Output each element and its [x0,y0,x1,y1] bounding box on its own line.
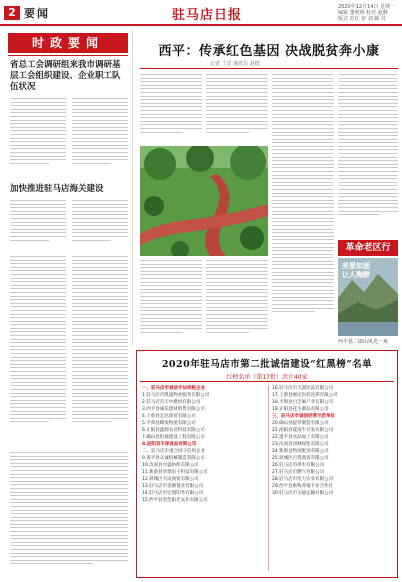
sidebar-photo-caption: 西平县二郎山风光一角 [338,339,389,345]
lead-text-2 [206,74,268,144]
left-column-text [10,256,66,446]
left-column-bottom [10,452,128,576]
article1-body [10,98,66,178]
honor-list-title[interactable]: 2020年驻马店市第二批诚信建设“红黑榜”名单 [161,359,373,370]
issue-info: 2020年12月14日 星期一 编辑 董明明 校对 赵静 版式 范红 审 刘 邮 付 [338,4,396,22]
lead-text-5 [140,260,202,346]
sidebar-photo [338,258,398,336]
lead-story-title[interactable]: 西平：传承红色基因 决战脱贫奔小康 [158,44,380,59]
column-banner: 时政要闻 [8,33,128,53]
lead-text-3 [272,74,334,344]
article2-body-col2 [72,200,128,250]
honor-list-rule [140,381,394,382]
lead-story-byline: 记者 丁洋 通讯员 赵德 [210,61,260,67]
article2-title[interactable]: 加快推进驻马店海关建设 [10,184,104,194]
lead-text-4 [338,74,398,234]
lead-text-1 [140,74,202,144]
page-header [0,0,402,26]
lead-photo [140,146,268,256]
sidebar-kicker: 革命老区行 [338,240,398,256]
lead-title-rule [140,68,398,69]
column-divider [132,30,133,346]
honor-list-divider [268,385,269,571]
masthead-logo: 驻马店日报 [172,8,243,23]
sidebar-caption: 美景如画 让人陶醉 [342,262,370,279]
section-name: 要闻 [24,7,50,20]
left-column-text-col2 [72,256,128,446]
lead-text-6 [206,260,268,346]
article1-title[interactable]: 省总工会调研组来我市调研基层工会组织建设、企业职工队伍状况 [10,60,121,92]
banner-divider [8,55,128,56]
article1-body-col2 [72,98,128,178]
honor-list-right: 16.驻马店市天润饮品有限公司 17.上蔡县惠民医药连锁有限公司 18.平舆县白芝麻产业有限公司 19.正阳县花生制品有限公司 三、驻马店市诚信经营示范单位 20.确山县提琴制造有限公司 21.泌阳县夏南牛开发有限公司 22.遂平县食品加工有限公司 23.汝南县园林绿化有限公司 24.新蔡县物流配送有限公司 25.驿城区百货商贸有限公司 26.驻马店市供水有限公司 27.驻马店市燃气有限公司 28.驻马店市电力实业有限公司 29.西平县畜牧养殖专业合作社 30.驻马店市交通运输有限公司 [272,386,338,496]
running-track-illustration [140,146,268,256]
page-number: 2 [4,6,20,20]
article2-body [10,200,66,250]
honor-list-subtitle: 红榜名单（第17批）共计40家 [226,374,308,381]
honor-list-left: 一、驻马店市诚信守法纳税企业 1.驻马店市凯盛物业服务有限公司 2.驻马店市天中建材有限公司 3.西平县诚信建材销售有限公司 4.上蔡县宏达商贸有限公司 5.平舆县顺发物流有限公司 6.正阳县鑫源农业科技有限公司 7.确山县恒通建设工程有限公司 8.泌阳县丰泽食品有限公司 二、驻马店市重合同守信用企业 9.遂平县众诚机械制造有限公司 10.汝南县兴盛纺织有限公司 11.新蔡县华瑞电子科技有限公司 12.驿城区天成商贸有限公司 13.驻马店市金源置业有限公司 14.驻马店市宏图印务有限公司 15.西平县金色阳光农业有限公司 [142,386,210,503]
